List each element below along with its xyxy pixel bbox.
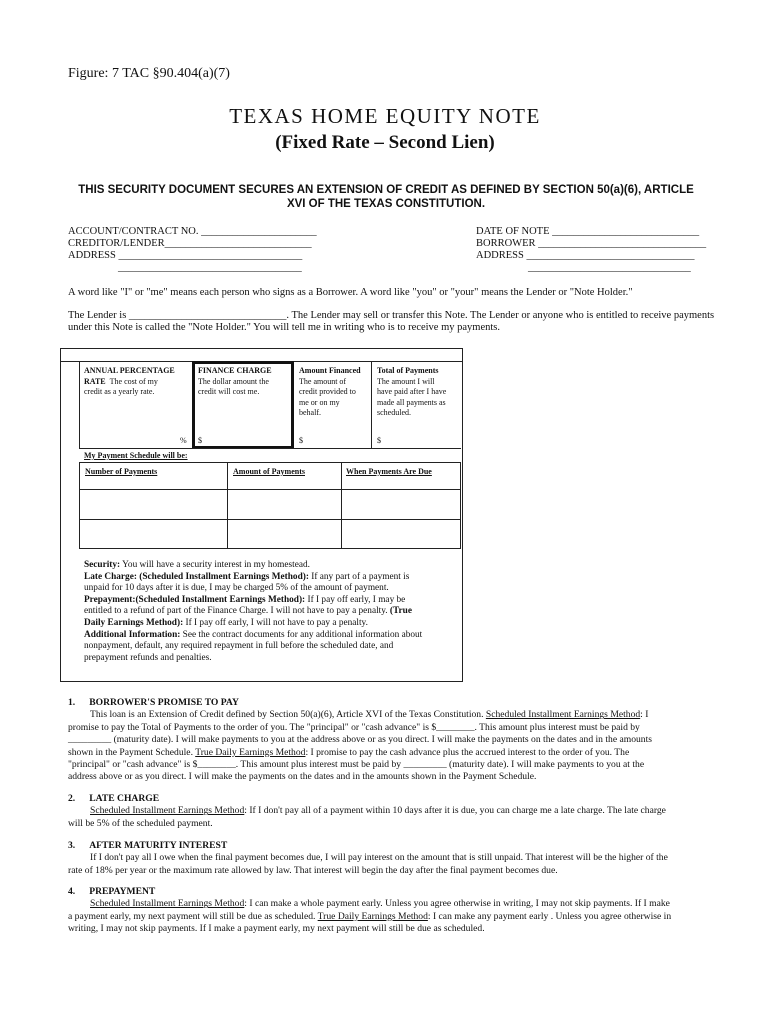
intro-definitions: A word like "I" or "me" means each person who signs as a Borrower. A word like "you" or "your" means the Lender or "Note Holder."	[68, 287, 633, 298]
schedule-col-rule-2	[341, 463, 342, 548]
security-label: Security:	[84, 560, 121, 570]
section-1-number: 1.	[68, 697, 76, 708]
additional-info-text-1: See the contract documents for any additional information about	[180, 629, 423, 640]
security-text: You will have a security interest in my homestead.	[120, 560, 310, 570]
section-3-line-1: If I don't pay all I owe when the final payment becomes due, I will pay interest on the amount that is still unpaid. That interest will be the higher of the	[90, 852, 668, 864]
section-1-method-2: True Daily Earnings Method	[195, 746, 306, 758]
total-of-payments-title: Total of Payments	[377, 366, 439, 375]
section-2-line-1: : If I don't pay all of a payment within 10 days after it is due, you can charge me a late charge. The late charge	[244, 805, 666, 817]
schedule-col-amount: Amount of Payments	[233, 467, 305, 476]
schedule-row-rule-2	[80, 519, 460, 520]
finance-charge-desc-2: credit will cost me.	[198, 387, 260, 396]
section-1-line-5: I promise to pay the cash advance plus the accrued interest to the order of you. The	[310, 746, 630, 758]
prepayment-label: Prepayment:(Scheduled Installment Earnings Method):	[84, 594, 306, 605]
finance-charge-cell	[198, 366, 272, 398]
schedule-col-when: When Payments Are Due	[346, 467, 432, 476]
document-title: TEXAS HOME EQUITY NOTE	[229, 104, 541, 128]
schedule-col-number: Number of Payments	[85, 467, 158, 476]
section-4-line-2b: : I can make any payment early . Unless you agree otherwise in	[427, 910, 672, 922]
late-charge-text-1: If any part of a payment is	[308, 571, 410, 582]
apr-cell	[84, 366, 175, 398]
additional-info-text-2: nonpayment, default, any required repayment in full before the scheduled date, and	[84, 641, 394, 652]
apr-title: ANNUAL PERCENTAGE	[84, 366, 175, 375]
finance-charge-desc-1: The dollar amount the	[198, 376, 269, 386]
apr-unit[interactable]: %	[180, 436, 187, 445]
section-4-heading: PREPAYMENT	[89, 886, 156, 897]
disclosure-column-rule	[371, 361, 372, 449]
amount-financed-cell	[299, 366, 361, 419]
finance-charge-unit[interactable]: $	[198, 436, 202, 445]
figure-label: Figure: 7 TAC §90.404(a)(7)	[68, 66, 230, 81]
section-1-heading: BORROWER'S PROMISE TO PAY	[89, 697, 239, 708]
account-field[interactable]: ACCOUNT/CONTRACT NO. ______________________	[68, 226, 317, 237]
additional-info-label: Additional Information:	[84, 629, 181, 640]
payment-schedule-label: My Payment Schedule will be:	[84, 451, 188, 460]
total-of-payments-desc-4: scheduled.	[377, 408, 411, 417]
disclosure-terms	[84, 560, 459, 664]
section-2-line-2: will be 5% of the scheduled payment.	[68, 817, 213, 829]
payment-schedule-table	[79, 462, 461, 549]
prepayment-text-1: If I pay off early, I may be	[305, 594, 406, 605]
section-4-method-2: True Daily Earnings Method	[317, 910, 428, 922]
schedule-col-rule-1	[227, 463, 228, 548]
address-right-field[interactable]: ADDRESS ________________________________	[476, 250, 695, 261]
apr-desc-1: The cost of my	[109, 376, 158, 386]
amount-financed-desc-1: The amount of	[299, 376, 347, 386]
true-daily-label-2: Daily Earnings Method):	[84, 617, 184, 628]
prepayment-text-2: entitled to a refund of part of the Finance Charge. I will not have to pay a penalty.	[84, 606, 388, 617]
total-of-payments-unit[interactable]: $	[377, 436, 381, 445]
section-2-method: Scheduled Installment Earnings Method	[90, 805, 245, 817]
schedule-row-rule-1	[80, 489, 460, 490]
creditor-field[interactable]: CREDITOR/LENDER____________________________	[68, 238, 312, 249]
section-4-method-1: Scheduled Installment Earnings Method	[90, 898, 245, 910]
section-2-heading: LATE CHARGE	[89, 793, 160, 804]
section-1	[68, 697, 704, 784]
address-right-field-2[interactable]: _______________________________	[528, 262, 691, 273]
finance-charge-title: FINANCE CHARGE	[198, 366, 272, 375]
section-2	[68, 793, 704, 830]
total-of-payments-desc-2: have paid after I have	[377, 387, 447, 396]
section-3-heading: AFTER MATURITY INTEREST	[89, 840, 228, 851]
total-of-payments-desc-3: made all payments as	[377, 397, 446, 407]
late-charge-text-2: unpaid for 10 days after it is due, I may be charged 5% of the amount of payment.	[84, 583, 389, 594]
section-1-method-1-tail: : I	[640, 709, 649, 721]
apr-rate-label: RATE	[84, 376, 106, 386]
section-1-line-3: _________ (maturity date). I will make payments to you at the address above or as you direct. I will make the payments on the dates and in the amounts	[68, 734, 653, 746]
section-3-line-2: rate of 18% per year or the maximum rate allowed by law. That interest will begin the day after the final payment becomes due.	[68, 864, 558, 876]
date-of-note-field[interactable]: DATE OF NOTE ____________________________	[476, 226, 700, 237]
address-left-field[interactable]: ADDRESS ___________________________________	[68, 250, 303, 261]
amount-financed-desc-3: me or on my	[299, 397, 340, 407]
late-charge-label: Late Charge: (Scheduled Installment Earnings Method):	[84, 571, 309, 582]
security-notice: THIS SECURITY DOCUMENT SECURES AN EXTENSION OF CREDIT AS DEFINED BY SECTION 50(a)(6), ARTICLE XVI OF THE TEXAS CONSTITUTION.	[78, 184, 694, 210]
section-1-line-2: promise to pay the Total of Payments to the order of you. The "principal" or "cash advance" is $________. This amount plus interest must be paid by	[68, 721, 640, 733]
section-4	[68, 886, 704, 936]
intro-lender-line-1: The Lender is ______________________________. The Lender may sell or transfer this Note. The Lender or anyone who is entitled to receive payments	[68, 310, 715, 321]
apr-desc-2: credit as a yearly rate.	[84, 387, 155, 396]
document-subtitle: (Fixed Rate – Second Lien)	[275, 132, 495, 153]
total-of-payments-cell	[377, 366, 446, 419]
intro-lender-line-2: under this Note is called the "Note Holder." You will tell me in writing who is to receive my payments.	[68, 322, 501, 333]
amount-financed-unit[interactable]: $	[299, 436, 303, 445]
total-of-payments-desc-1: The amount I will	[377, 376, 435, 386]
amount-financed-desc-2: credit provided to	[299, 387, 356, 396]
section-1-line-6: "principal" or "cash advance" is $________. This amount plus interest must be paid by _________ (maturity date). I will make payments to you at the	[68, 759, 645, 771]
disclosure-row-rule	[79, 448, 461, 449]
section-1-method-2-tail: :	[305, 746, 309, 758]
additional-info-text-3: prepayment refunds and penalties.	[84, 652, 212, 663]
true-daily-label-1: (True	[387, 606, 412, 617]
section-4-line-3: writing, I may not skip payments. If I make a payment early, my next payment will still be due as scheduled.	[68, 923, 485, 935]
section-3	[68, 840, 704, 877]
section-4-number: 4.	[68, 886, 76, 897]
true-daily-text: If I pay off early, I will not have to pay a penalty.	[183, 617, 368, 628]
amount-financed-title: Amount Financed	[299, 366, 361, 375]
section-1-line-1: This loan is an Extension of Credit defined by Section 50(a)(6), Article XVI of the Texas Constitution.	[90, 709, 484, 721]
borrower-field[interactable]: BORROWER ________________________________	[476, 238, 707, 249]
section-1-line-7: address above or as you direct. I will make the payments on the dates and in the amounts shown in the Payment Schedule.	[68, 771, 537, 783]
address-left-field-2[interactable]: ___________________________________	[118, 262, 302, 273]
section-2-number: 2.	[68, 793, 76, 804]
section-1-method-1: Scheduled Installment Earnings Method	[485, 709, 641, 721]
section-1-line-4: shown in the Payment Schedule.	[68, 746, 193, 758]
section-4-line-2a: a payment early, my next payment will still be due as scheduled.	[68, 910, 316, 922]
section-4-line-1: : I can make a whole payment early. Unless you agree otherwise in writing, I may not skip payments. If I make	[244, 898, 670, 910]
section-3-number: 3.	[68, 840, 76, 851]
amount-financed-desc-4: behalf.	[299, 408, 321, 417]
